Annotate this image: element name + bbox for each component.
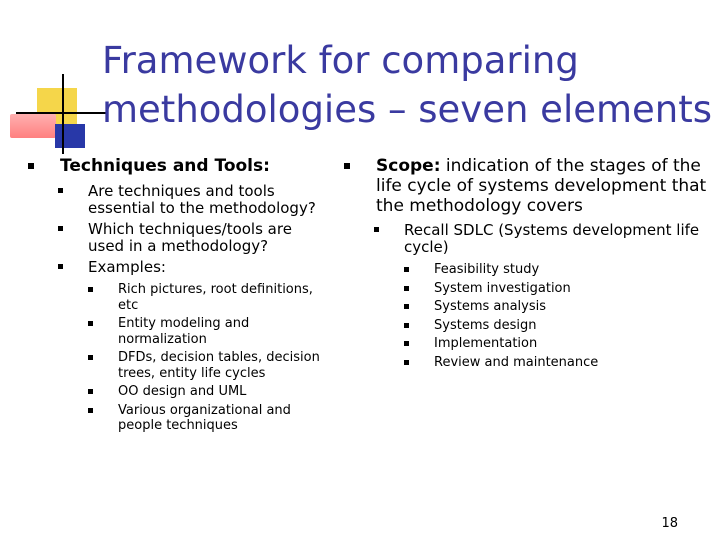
- page-number: 18: [661, 516, 678, 531]
- list-item: [404, 262, 714, 278]
- list-item: [58, 221, 328, 255]
- slide-title: [102, 36, 712, 134]
- list-item: [404, 336, 714, 352]
- square-bullet-icon: [58, 264, 63, 269]
- square-bullet-icon: [88, 389, 93, 394]
- square-bullet-icon: [374, 227, 379, 232]
- list-item: [58, 259, 328, 276]
- list-item: [404, 299, 714, 315]
- list-item-text: Systems analysis: [434, 299, 547, 314]
- list-item-text: Various organizational and people techniques: [118, 402, 291, 433]
- list-item-text: Implementation: [434, 336, 538, 351]
- list-item: [88, 403, 328, 434]
- list-item-text: Recall SDLC (Systems development life cycle): [404, 221, 700, 256]
- list-item: [88, 384, 328, 400]
- square-bullet-icon: [28, 163, 34, 169]
- sdlc-stage-list: [404, 262, 714, 370]
- list-item: [88, 316, 328, 347]
- decorative-logo: [0, 0, 110, 150]
- list-item-text: Feasibility study: [434, 262, 540, 277]
- logo-vertical-line: [62, 74, 64, 154]
- list-item-text: DFDs, decision tables, decision trees, entity life cycles: [118, 350, 320, 381]
- list-item: [404, 355, 714, 371]
- square-bullet-icon: [404, 323, 409, 328]
- left-list: [58, 183, 328, 434]
- right-column: [344, 156, 714, 370]
- list-item: [404, 318, 714, 334]
- list-item-text: Which techniques/tools are used in a methodology?: [88, 220, 292, 255]
- square-bullet-icon: [88, 321, 93, 326]
- square-bullet-icon: [404, 341, 409, 346]
- square-bullet-icon: [58, 226, 63, 231]
- square-bullet-icon: [404, 304, 409, 309]
- list-item: [404, 281, 714, 297]
- square-bullet-icon: [404, 286, 409, 291]
- list-item: [374, 222, 714, 256]
- square-bullet-icon: [58, 188, 63, 193]
- examples-list: [88, 282, 328, 434]
- list-item: [88, 350, 328, 381]
- list-item-text: Review and maintenance: [434, 354, 599, 370]
- list-item-text: Are techniques and tools essential to the methodology?: [88, 182, 316, 217]
- left-column: [28, 156, 328, 434]
- logo-red-bar: [10, 114, 56, 138]
- right-heading-label: Scope:: [376, 156, 441, 176]
- logo-blue-square: [55, 124, 85, 148]
- square-bullet-icon: [344, 163, 350, 169]
- list-item-text: System investigation: [434, 280, 571, 296]
- right-list: [374, 222, 714, 370]
- slide-title-line-1: Framework for comparing: [102, 39, 579, 82]
- list-item-text: OO design and UML: [118, 384, 247, 399]
- square-bullet-icon: [88, 355, 93, 360]
- right-heading-item: [344, 156, 714, 216]
- square-bullet-icon: [88, 287, 93, 292]
- slide-title-line-2: methodologies – seven elements: [102, 88, 713, 131]
- right-heading-text: indication of the stages of the life cycle of systems development that the methodology covers: [376, 156, 707, 216]
- square-bullet-icon: [404, 267, 409, 272]
- logo-horizontal-line: [16, 112, 108, 114]
- list-item-text: Examples:: [88, 258, 166, 276]
- left-heading: Techniques and Tools:: [60, 156, 270, 176]
- list-item-text: Systems design: [434, 317, 537, 333]
- list-item-text: Rich pictures, root definitions, etc: [118, 282, 313, 313]
- list-item-text: Entity modeling and normalization: [118, 316, 250, 347]
- square-bullet-icon: [404, 360, 409, 365]
- left-heading-item: [28, 156, 328, 176]
- list-item: [58, 183, 328, 217]
- square-bullet-icon: [88, 408, 93, 413]
- list-item: [88, 282, 328, 313]
